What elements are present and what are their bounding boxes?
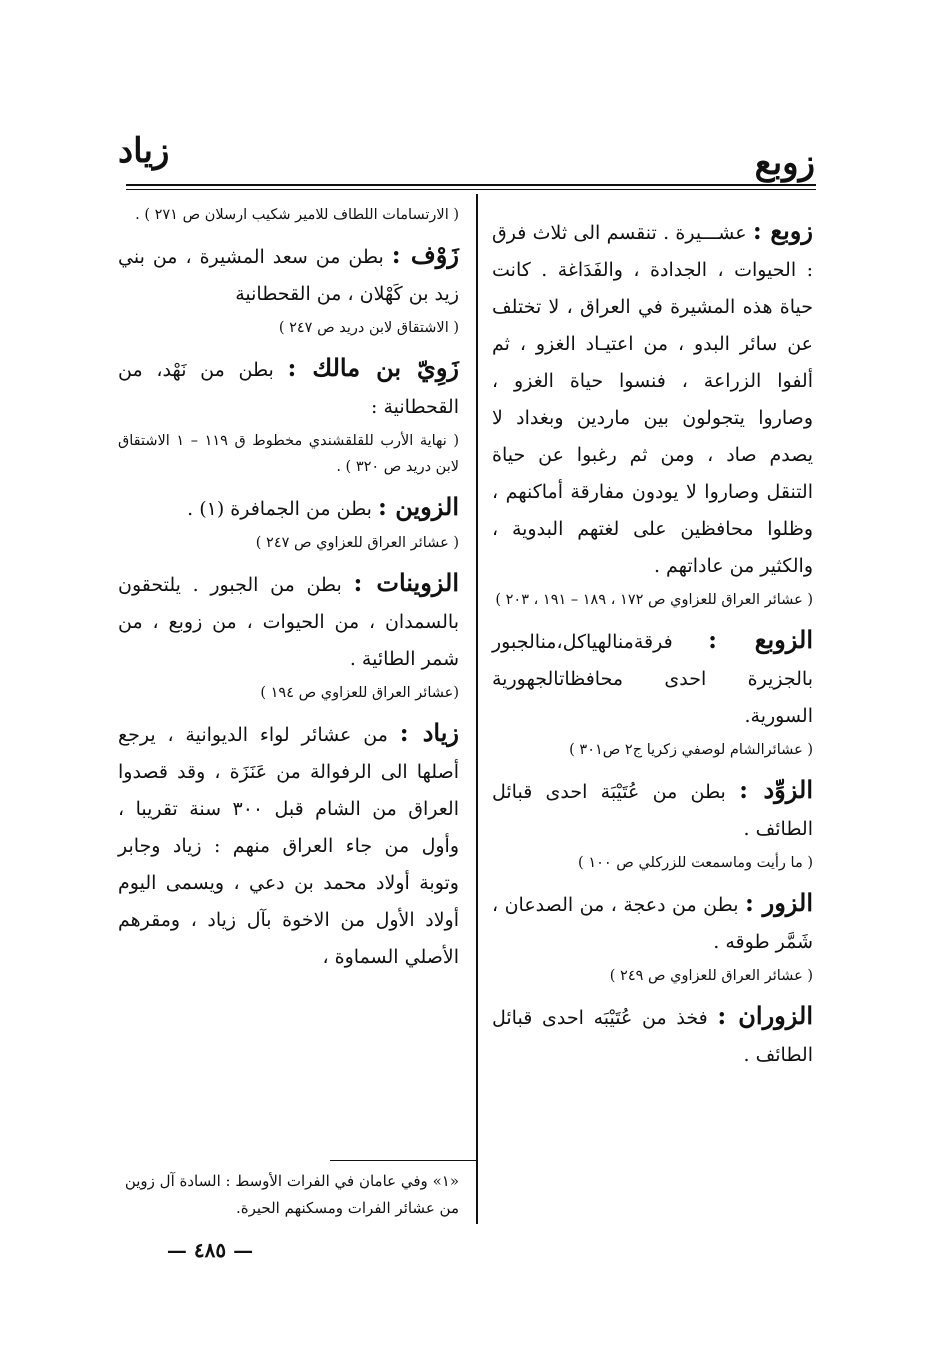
header-left-word: زياد	[118, 131, 170, 171]
footnote: «١» وفي عامان في الفرات الأوسط : السادة آل زوين من عشائر الفرات ومسكنهم الحيرة.	[124, 1172, 459, 1217]
entry-text: بطن من عُتَيْبَة احدى قبائل الطائف .	[492, 781, 813, 840]
entry	[492, 884, 813, 961]
entry-reference: ( عشائر العراق للعزاوي ص ١٧٢ ، ١٨٩ – ١٩١ ، ٢٠٣ )	[495, 592, 813, 608]
entry-headword: الزوبع :	[708, 625, 813, 654]
header-rule	[126, 184, 816, 186]
entry-reference: ( الارتسامات اللطاف للامير شكيب ارسلان ص ٢٧١ ) .	[135, 207, 459, 223]
entry-reference: ( عشائر العراق للعزاوي ص ٢٤٩ )	[609, 968, 813, 984]
entry	[118, 714, 459, 976]
entry	[492, 212, 813, 585]
left-column	[118, 200, 459, 976]
entry	[492, 997, 813, 1074]
entry-headword: الزور :	[744, 888, 814, 917]
entry-reference: ( الاشتقاق لابن دريد ص ٢٤٧ )	[278, 320, 459, 336]
page-number: — ٤٨٥ —	[166, 1238, 254, 1262]
entry-text: فرقةمنالهياكل،منالجبور بالجزيرة احدى محافظاتالجهورية السورية.	[492, 631, 813, 727]
entry-reference: ( ما رأيت وماسمعت للزركلي ص ١٠٠ )	[578, 855, 813, 871]
entry-headword: زوبع :	[752, 216, 813, 245]
column-divider	[476, 194, 478, 1224]
entry-text: بطن من الجمافرة (١) .	[187, 498, 372, 520]
entry	[118, 349, 459, 426]
entry-text: عشـــيرة . تنقسم الى ثلاث فرق : الحيوات ، الجدادة ، والفَدَاغة . كانت حياة هذه المشيرة في العراق ، لا تختلف عن سائر البدو ، من اعتيـاد الغزو ، ثم ألفوا الزراعة ، فنسوا حياة الغزو ، وصاروا يتجولون بين ماردين وبغداد لا يصدم صاد ، ومن ثم رغبوا عن حياة التنقل وصاروا لا يودون مفارقة أماكنهم ، وظلوا محافظين على لغتهم البدوية ، والكثير من عاداتهم .	[492, 222, 813, 577]
header-right-word: زوبع	[754, 143, 815, 183]
header-rule-thin	[126, 189, 816, 190]
entry-reference: ( نهاية الأرب للقلقشندي مخطوط ق ١١٩ – ١ الاشتقاق لابن دريد ص ٣٢٠ ) .	[118, 433, 459, 475]
entry-text: بطن من دعجة ، من الصدعان ، شَمَّر طوقه .	[492, 894, 813, 953]
right-column	[492, 212, 813, 1074]
entry-headword: زَوْف :	[391, 240, 459, 269]
entry-reference: ( عشائر العراق للعزاوي ص ٢٤٧ )	[255, 535, 459, 551]
entry	[492, 771, 813, 848]
entry-reference: ( عشائرالشام لوصفي زكريا ج٢ ص٣٠١ )	[569, 742, 813, 758]
entry-headword: الزوينات :	[353, 568, 460, 597]
entry-text: من عشائر لواء الديوانية ، يرجع أصلها الى الرفوالة من عَنَزَة ، وقد قصدوا العراق من الشام قبل ٣٠٠ سنة تقريبا ، وأول من جاء العراق منهم : زياد وجابر وتوبة أولاد محمد بن دعي ، ويسمى اليوم أولاد الأول من الاخوة بآل زياد ، ومقرهم الأصلي السماوة ،	[118, 724, 460, 968]
entry-headword: الزوين :	[378, 492, 459, 521]
entry	[118, 236, 459, 313]
entry-text: فخذ من عُتَيْبَه احدى قبائل الطائف .	[492, 1007, 813, 1066]
entry	[118, 488, 459, 528]
entry	[492, 621, 813, 735]
entry-headword: زياد :	[399, 718, 459, 747]
entry-text: بطن من سعد المشيرة ، من بني زيد بن كَهْلان ، من القحطانية	[118, 246, 459, 305]
entry-headword: الزوِّد :	[739, 775, 813, 804]
entry-text: بطن من نَهْد، من القحطانية :	[118, 359, 459, 418]
entry-reference: (عشائر العراق للعزاوي ص ١٩٤ )	[260, 685, 459, 701]
entry-text: بطن من الجبور . يلتحقون بالسمدان ، من الحيوات ، من زوبع ، من شمر الطائية .	[118, 574, 459, 670]
footnote-rule	[330, 1160, 476, 1161]
entry-headword: زَوِيّ بن مالك :	[287, 353, 459, 382]
entry	[118, 564, 459, 678]
entry-headword: الزوران :	[717, 1001, 813, 1030]
